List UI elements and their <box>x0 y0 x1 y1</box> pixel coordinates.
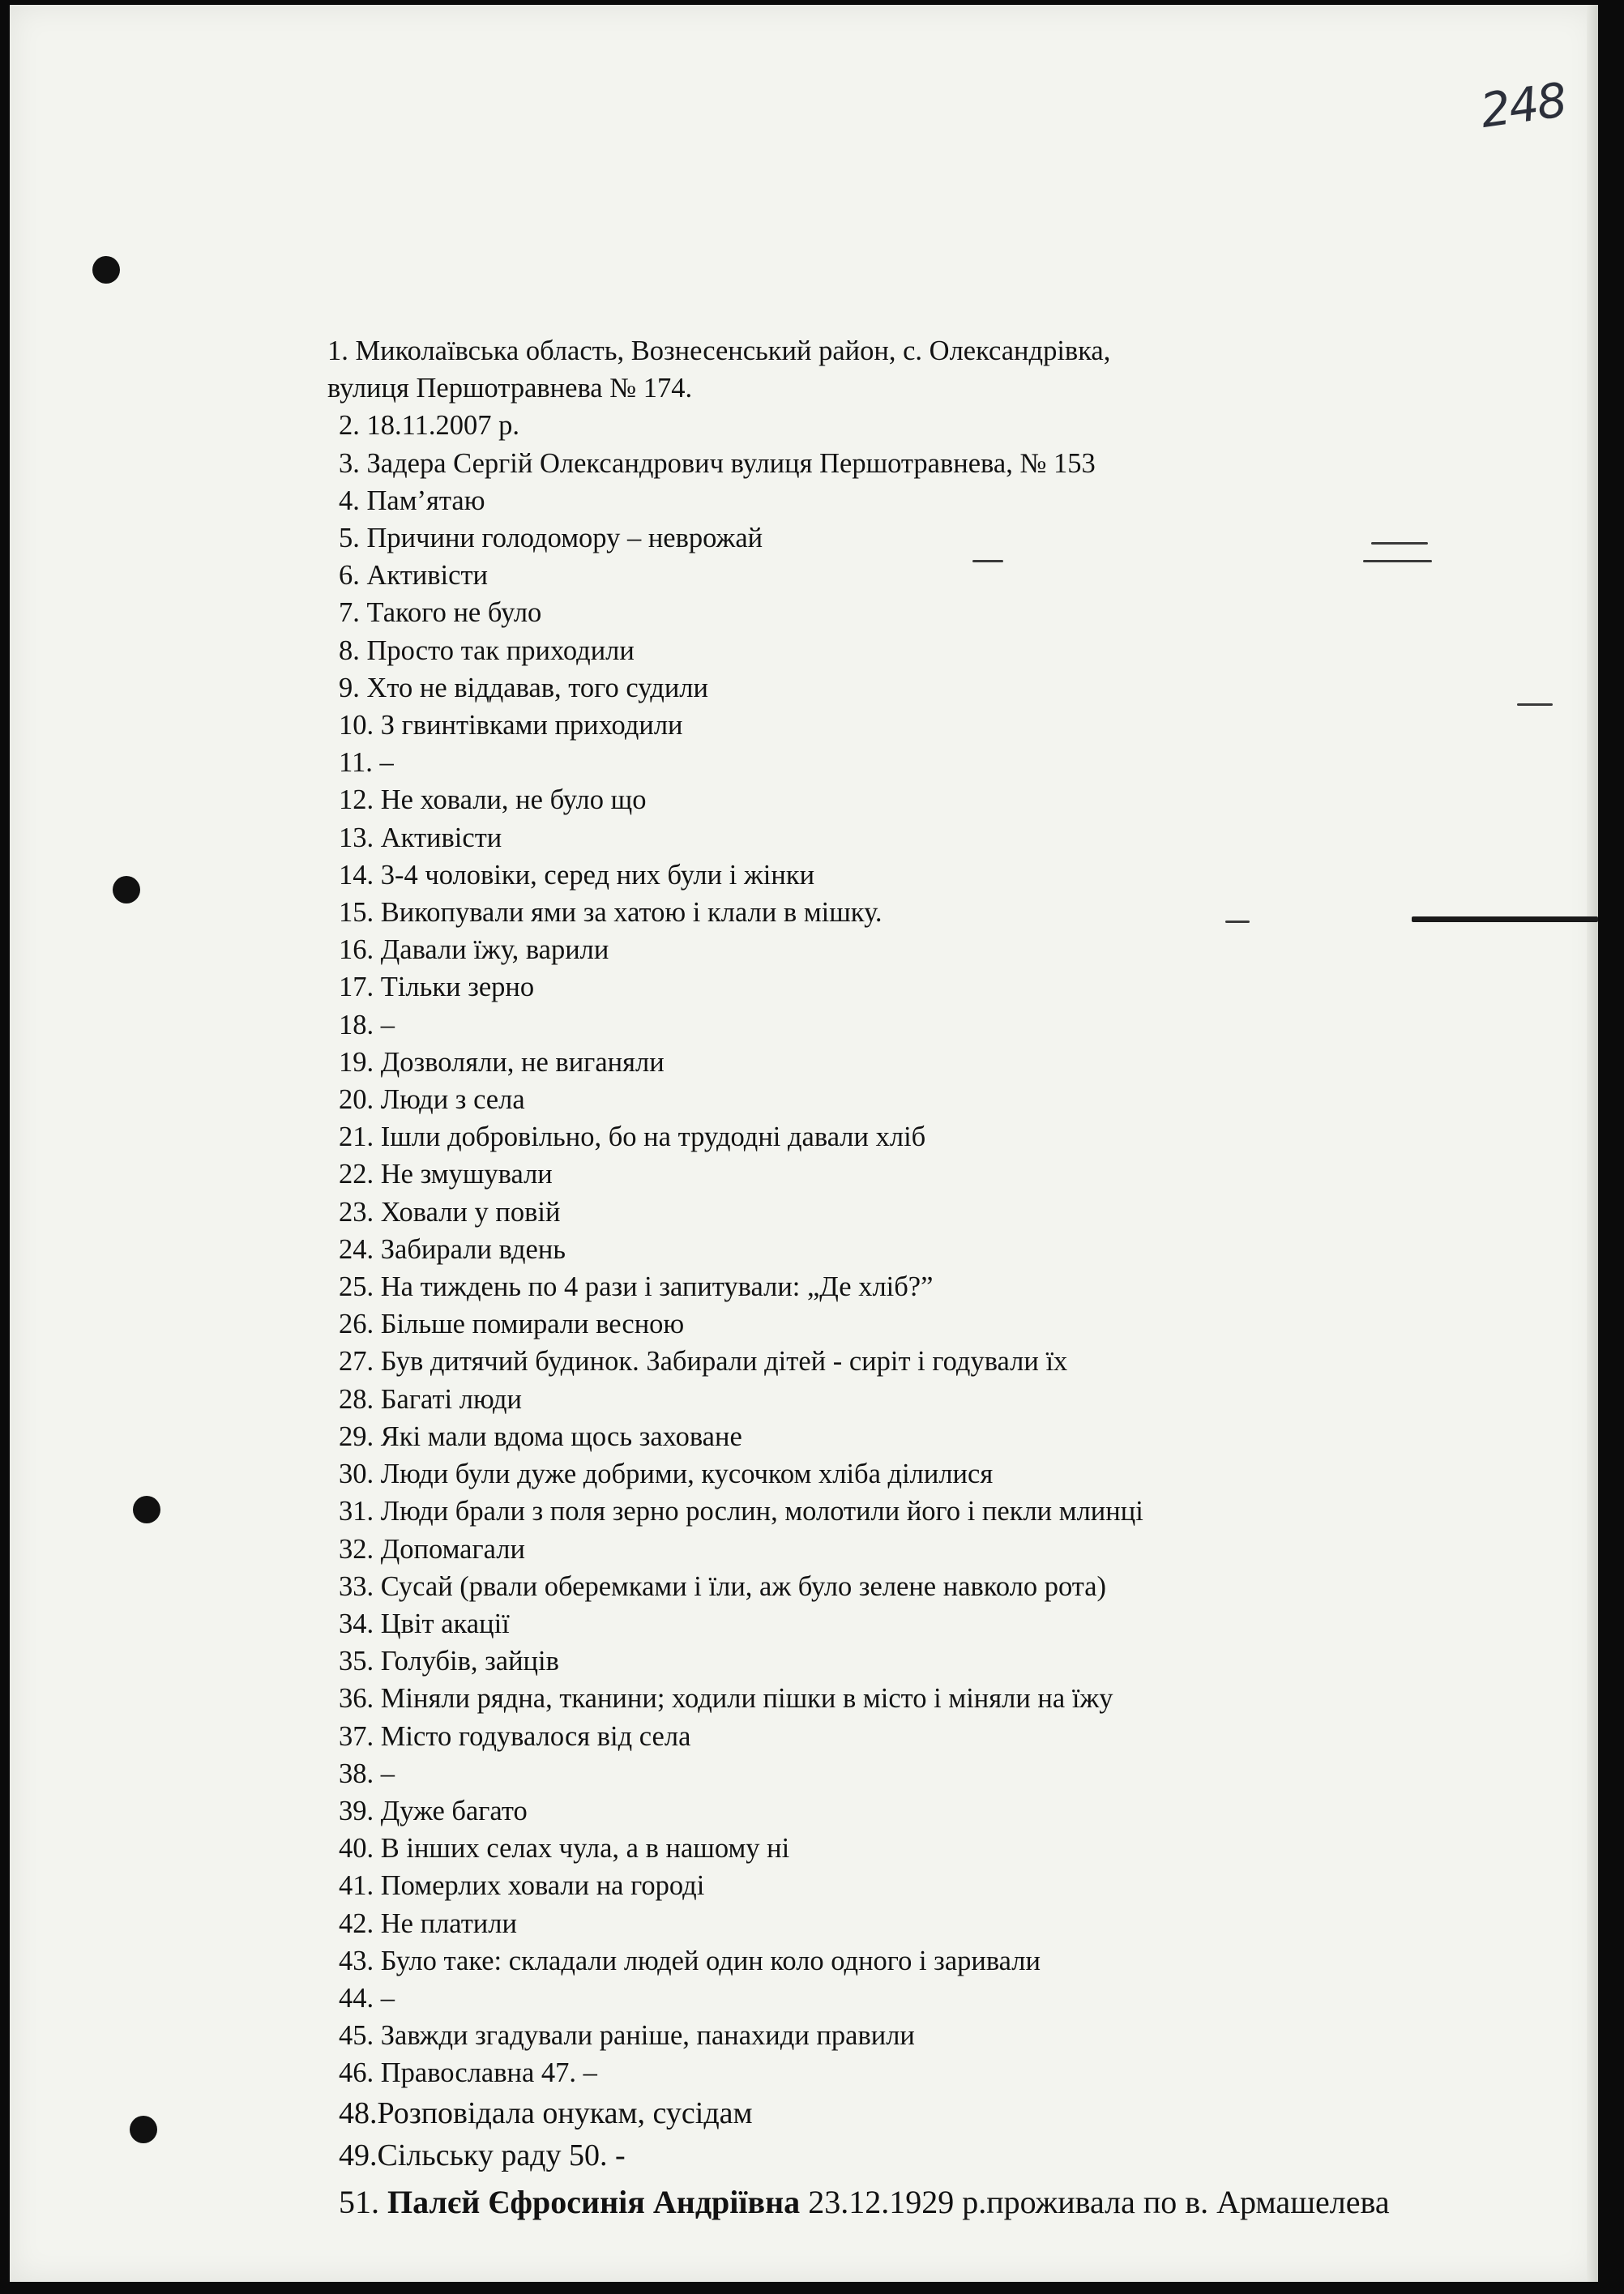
respondent-details: 23.12.1929 р.проживала по в. Армашелева <box>800 2183 1390 2220</box>
list-item: 7. Такого не було <box>339 597 542 629</box>
list-item: 12. Не ховали, не було що <box>339 784 647 816</box>
list-item: 49.Сільську раду 50. - <box>339 2138 626 2172</box>
respondent-prefix: 51. <box>339 2183 387 2220</box>
page-edge <box>1587 5 1598 2282</box>
document-text <box>327 332 1390 2225</box>
list-item: 31. Люди брали з поля зерно рослин, молотили його і пекли млинці <box>339 1496 1143 1527</box>
list-item: 29. Які мали вдома щось заховане <box>339 1420 742 1452</box>
stray-mark <box>1412 916 1598 922</box>
list-item: 17. Тільки зерно <box>339 972 535 1003</box>
list-item: вулиця Першотравнева № 174. <box>327 373 693 404</box>
list-item: 21. Ішли добровільно, бо на трудодні давали хліб <box>339 1121 926 1153</box>
punch-hole-2 <box>113 876 140 904</box>
list-item: 14. 3-4 чоловіки, серед них були і жінки <box>339 859 815 891</box>
list-item: 36. Міняли рядна, тканини; ходили пішки в місто і міняли на їжу <box>339 1683 1113 1715</box>
list-item: 48.Розповідала онукам, сусідам <box>339 2095 753 2130</box>
list-item: 35. Голубів, зайців <box>339 1646 559 1677</box>
list-item: 18. – <box>339 1009 395 1040</box>
list-item: 34. Цвіт акації <box>339 1608 510 1639</box>
list-item: 23. Ховали у повій <box>339 1196 561 1228</box>
list-item: 6. Активісти <box>339 560 488 592</box>
punch-hole-3 <box>133 1496 160 1523</box>
list-item: 15. Викопували ями за хатою і клали в мішку. <box>339 897 883 929</box>
list-item: 42. Не платили <box>339 1907 517 1939</box>
list-item: 26. Більше помирали весною <box>339 1309 685 1340</box>
list-item: 25. На тиждень по 4 рази і запитували: „Де хліб?” <box>339 1271 934 1303</box>
list-item: 37. Місто годувалося від села <box>339 1720 691 1752</box>
respondent-name: Палєй Єфросинія Андріївна <box>387 2183 801 2220</box>
list-item: 33. Сусай (рвали оберемками і їли, аж було зелене навколо рота) <box>339 1570 1107 1602</box>
list-item: 4. Пам’ятаю <box>339 485 485 516</box>
list-item: 22. Не змушували <box>339 1159 553 1190</box>
list-item: 16. Давали їжу, варили <box>339 934 609 966</box>
list-item: 27. Був дитячий будинок. Забирали дітей - сиріт і годували їх <box>339 1346 1068 1378</box>
list-item: 1. Миколаївська область, Вознесенський район, с. Олександрівка, <box>327 335 1111 366</box>
list-item: 20. Люди з села <box>339 1084 525 1116</box>
list-item: 5. Причини голодомору – неврожай <box>339 523 763 554</box>
list-item: 30. Люди були дуже добрими, кусочком хліба ділилися <box>339 1459 994 1490</box>
document-page <box>10 5 1598 2282</box>
list-item: 9. Хто не віддавав, того судили <box>339 672 708 703</box>
list-item: 45. Завжди згадували раніше, панахиди правили <box>339 2020 915 2052</box>
list-item: 2. 18.11.2007 р. <box>339 410 519 442</box>
list-item: 39. Дуже багато <box>339 1795 528 1826</box>
list-item: 28. Багаті люди <box>339 1383 522 1415</box>
list-item: 44. – <box>339 1982 395 2014</box>
list-item: 24. Забирали вдень <box>339 1233 566 1265</box>
list-item: 40. В інших селах чула, а в нашому ні <box>339 1833 790 1865</box>
list-item: 32. Допомагали <box>339 1533 525 1565</box>
list-item: 10. З гвинтівками приходили <box>339 710 683 741</box>
list-item: 46. Православна 47. – <box>339 2057 597 2089</box>
punch-hole-4 <box>130 2116 157 2143</box>
list-item: 19. Дозволяли, не виганяли <box>339 1046 665 1078</box>
list-item: 8. Просто так приходили <box>339 634 635 666</box>
list-item: 3. Задера Сергій Олександрович вулиця Першотравнева, № 153 <box>339 447 1096 479</box>
list-item: 13. Активісти <box>339 822 502 853</box>
list-item: 11. – <box>339 747 394 779</box>
handwritten-page-number: 248 <box>1477 72 1569 139</box>
stray-mark <box>1517 703 1553 706</box>
respondent-line <box>327 2180 1390 2225</box>
list-item: 43. Було таке: складали людей один коло одного і заривали <box>339 1945 1041 1976</box>
list-item: 41. Померлих ховали на городі <box>339 1870 705 1902</box>
list-item: 38. – <box>339 1758 395 1789</box>
punch-hole-1 <box>92 256 120 284</box>
